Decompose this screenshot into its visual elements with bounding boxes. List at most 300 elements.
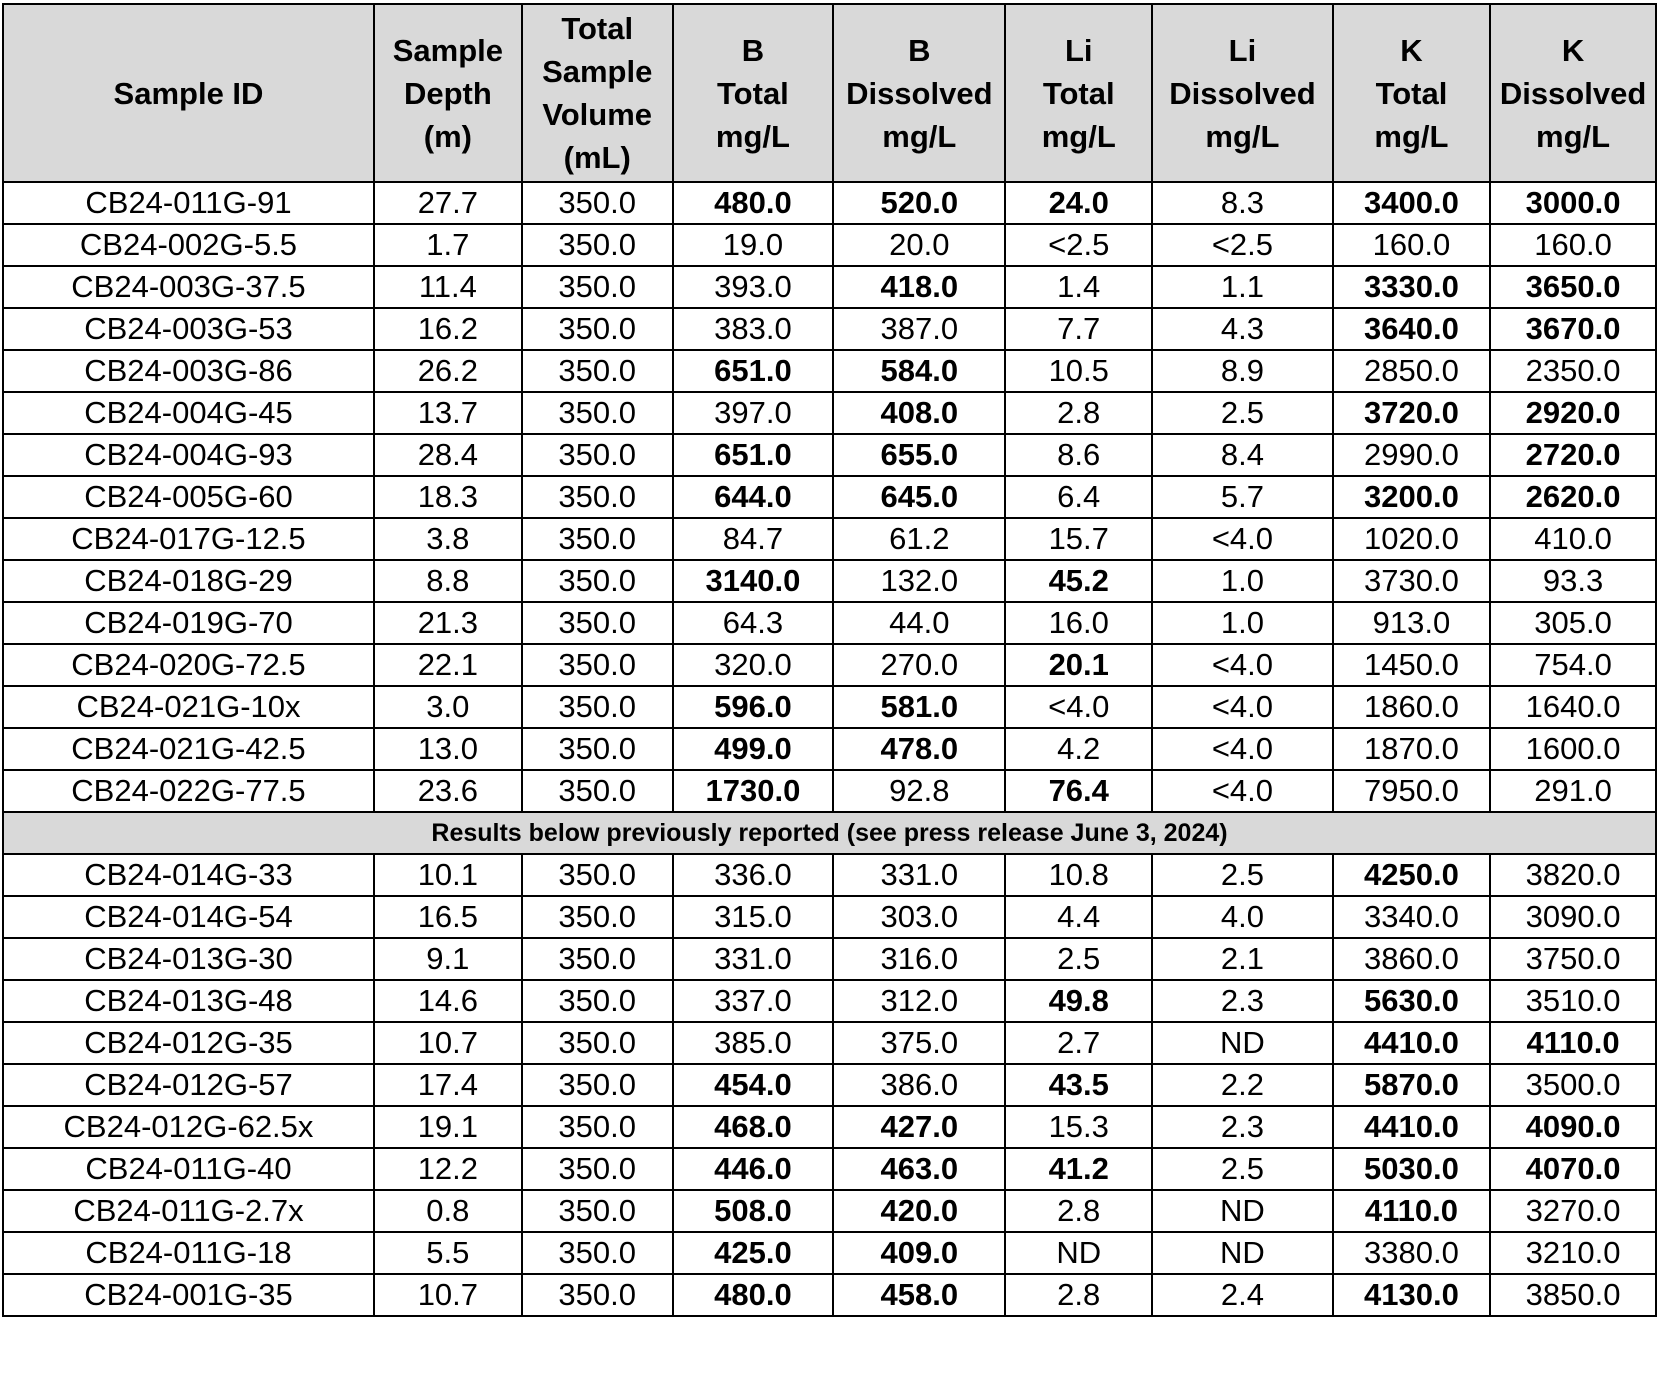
table-cell: 4250.0 (1333, 854, 1490, 896)
table-cell: 655.0 (833, 434, 1005, 476)
table-cell: CB24-020G-72.5 (3, 644, 374, 686)
header-k-dissolved (1490, 4, 1656, 182)
table-cell: 520.0 (833, 182, 1005, 224)
table-cell: 375.0 (833, 1022, 1005, 1064)
table-cell: 410.0 (1490, 518, 1656, 560)
table-cell: 49.8 (1005, 980, 1152, 1022)
table-cell: 480.0 (673, 182, 834, 224)
table-row (3, 434, 1656, 476)
table-cell: 1.1 (1152, 266, 1333, 308)
table-cell: 64.3 (673, 602, 834, 644)
table-cell: CB24-021G-10x (3, 686, 374, 728)
header-sample-id (3, 4, 374, 182)
table-cell: 350.0 (522, 1064, 673, 1106)
table-cell: CB24-021G-42.5 (3, 728, 374, 770)
table-cell: 350.0 (522, 980, 673, 1022)
table-cell: 3730.0 (1333, 560, 1490, 602)
table-cell: 27.7 (374, 182, 522, 224)
table-row (3, 476, 1656, 518)
table-cell: 4090.0 (1490, 1106, 1656, 1148)
table-cell: 21.3 (374, 602, 522, 644)
header-line: K (1561, 32, 1585, 68)
table-cell: CB24-013G-30 (3, 938, 374, 980)
table-cell: 4130.0 (1333, 1274, 1490, 1316)
table-cell: CB24-011G-18 (3, 1232, 374, 1274)
table-cell: 1730.0 (673, 770, 834, 812)
table-cell: 92.8 (833, 770, 1005, 812)
table-row (3, 980, 1656, 1022)
table-cell: CB24-004G-93 (3, 434, 374, 476)
header-line: mg/L (1374, 118, 1449, 154)
header-line: Total (561, 11, 634, 46)
table-cell: 3640.0 (1333, 308, 1490, 350)
table-cell: CB24-011G-40 (3, 1148, 374, 1190)
table-cell: 508.0 (673, 1190, 834, 1232)
table-cell: 331.0 (833, 854, 1005, 896)
table-cell: 132.0 (833, 560, 1005, 602)
table-cell: 644.0 (673, 476, 834, 518)
table-row (3, 1064, 1656, 1106)
table-row (3, 896, 1656, 938)
table-cell: CB24-012G-57 (3, 1064, 374, 1106)
table-cell: 14.6 (374, 980, 522, 1022)
table-cell: 4.4 (1005, 896, 1152, 938)
table-cell: 1.0 (1152, 560, 1333, 602)
table-cell: 4110.0 (1490, 1022, 1656, 1064)
table-cell: 3500.0 (1490, 1064, 1656, 1106)
table-cell: 320.0 (673, 644, 834, 686)
table-cell: CB24-011G-91 (3, 182, 374, 224)
table-cell: 93.3 (1490, 560, 1656, 602)
table-cell: CB24-003G-86 (3, 350, 374, 392)
table-cell: 651.0 (673, 350, 834, 392)
table-cell: 478.0 (833, 728, 1005, 770)
table-cell: 2850.0 (1333, 350, 1490, 392)
table-cell: 2620.0 (1490, 476, 1656, 518)
table-cell: 4.0 (1152, 896, 1333, 938)
header-b-dissolved (833, 4, 1005, 182)
table-cell: 61.2 (833, 518, 1005, 560)
table-cell: 350.0 (522, 266, 673, 308)
table-cell: CB24-022G-77.5 (3, 770, 374, 812)
table-cell: 350.0 (522, 350, 673, 392)
table-cell: 10.7 (374, 1022, 522, 1064)
table-cell: 2.3 (1152, 1106, 1333, 1148)
table-cell: 26.2 (374, 350, 522, 392)
header-total-sample-volume (522, 4, 673, 182)
table-row (3, 1148, 1656, 1190)
table-cell: 1020.0 (1333, 518, 1490, 560)
table-cell: 160.0 (1490, 224, 1656, 266)
table-cell: 581.0 (833, 686, 1005, 728)
header-line: mg/L (1041, 118, 1116, 154)
table-cell: 2.5 (1152, 392, 1333, 434)
table-cell: 3330.0 (1333, 266, 1490, 308)
table-cell: 19.0 (673, 224, 834, 266)
table-cell: 387.0 (833, 308, 1005, 350)
table-cell: CB24-012G-35 (3, 1022, 374, 1064)
table-cell: CB24-005G-60 (3, 476, 374, 518)
table-row (3, 224, 1656, 266)
header-line: Sample (392, 32, 503, 68)
table-cell: 651.0 (673, 434, 834, 476)
table-row (3, 1106, 1656, 1148)
table-cell: 397.0 (673, 392, 834, 434)
table-cell: 350.0 (522, 1148, 673, 1190)
table-cell: 350.0 (522, 1022, 673, 1064)
table-cell: 312.0 (833, 980, 1005, 1022)
table-cell: 1870.0 (1333, 728, 1490, 770)
table-cell: 463.0 (833, 1148, 1005, 1190)
table-cell: 4110.0 (1333, 1190, 1490, 1232)
table-cell: 350.0 (522, 392, 673, 434)
table-cell: 350.0 (522, 434, 673, 476)
table-cell: 418.0 (833, 266, 1005, 308)
table-cell: 3400.0 (1333, 182, 1490, 224)
table-cell: 2.7 (1005, 1022, 1152, 1064)
table-cell: 24.0 (1005, 182, 1152, 224)
table-row (3, 182, 1656, 224)
table-cell: 3.8 (374, 518, 522, 560)
table-cell: 350.0 (522, 1274, 673, 1316)
header-line: mg/L (715, 118, 790, 154)
table-cell: 160.0 (1333, 224, 1490, 266)
header-line: mg/L (1536, 118, 1611, 154)
table-cell: 16.0 (1005, 602, 1152, 644)
table-cell: 4410.0 (1333, 1106, 1490, 1148)
header-li-total (1005, 4, 1152, 182)
table-cell: 3860.0 (1333, 938, 1490, 980)
table-cell: 15.7 (1005, 518, 1152, 560)
table-cell: <4.0 (1152, 518, 1333, 560)
table-cell: 8.6 (1005, 434, 1152, 476)
table-cell: 305.0 (1490, 602, 1656, 644)
table-cell: 15.3 (1005, 1106, 1152, 1148)
table-cell: 3340.0 (1333, 896, 1490, 938)
table-cell: <4.0 (1005, 686, 1152, 728)
table-cell: 3.0 (374, 686, 522, 728)
table-cell: 3650.0 (1490, 266, 1656, 308)
table-cell: CB24-013G-48 (3, 980, 374, 1022)
table-cell: 3090.0 (1490, 896, 1656, 938)
table-cell: 350.0 (522, 644, 673, 686)
table-cell: 596.0 (673, 686, 834, 728)
header-b-total (673, 4, 834, 182)
table-cell: 11.4 (374, 266, 522, 308)
table-cell: 336.0 (673, 854, 834, 896)
table-cell: 4070.0 (1490, 1148, 1656, 1190)
table-row (3, 686, 1656, 728)
header-k-total (1333, 4, 1490, 182)
table-cell: 2.3 (1152, 980, 1333, 1022)
table-cell: 350.0 (522, 182, 673, 224)
table-cell: 350.0 (522, 308, 673, 350)
table-cell: 1640.0 (1490, 686, 1656, 728)
table-cell: 17.4 (374, 1064, 522, 1106)
table-row (3, 938, 1656, 980)
table-cell: 3750.0 (1490, 938, 1656, 980)
table-cell: 3210.0 (1490, 1232, 1656, 1274)
table-row (3, 560, 1656, 602)
table-cell: CB24-012G-62.5x (3, 1106, 374, 1148)
table-cell: 2.8 (1005, 392, 1152, 434)
table-cell: 3510.0 (1490, 980, 1656, 1022)
table-cell: 350.0 (522, 770, 673, 812)
table-cell: 425.0 (673, 1232, 834, 1274)
table-cell: 420.0 (833, 1190, 1005, 1232)
table-cell: 409.0 (833, 1232, 1005, 1274)
table-cell: 13.0 (374, 728, 522, 770)
table-cell: 1.4 (1005, 266, 1152, 308)
table-cell: 3850.0 (1490, 1274, 1656, 1316)
table-row (3, 1274, 1656, 1316)
table-cell: CB24-002G-5.5 (3, 224, 374, 266)
table-cell: 393.0 (673, 266, 834, 308)
table-cell: 350.0 (522, 518, 673, 560)
table-cell: 645.0 (833, 476, 1005, 518)
table-cell: 76.4 (1005, 770, 1152, 812)
table-cell: 2350.0 (1490, 350, 1656, 392)
table-cell: 3200.0 (1333, 476, 1490, 518)
table-row (3, 308, 1656, 350)
table-cell: CB24-003G-37.5 (3, 266, 374, 308)
table-cell: 2.5 (1152, 854, 1333, 896)
table-cell: <2.5 (1152, 224, 1333, 266)
table-cell: 9.1 (374, 938, 522, 980)
header-line: (mL) (563, 140, 631, 175)
table-cell: 383.0 (673, 308, 834, 350)
table-cell: 13.7 (374, 392, 522, 434)
table-cell: CB24-018G-29 (3, 560, 374, 602)
table-cell: 6.4 (1005, 476, 1152, 518)
table-cell: 4.2 (1005, 728, 1152, 770)
table-cell: 5630.0 (1333, 980, 1490, 1022)
table-cell: 0.8 (374, 1190, 522, 1232)
table-cell: 584.0 (833, 350, 1005, 392)
table-cell: 3140.0 (673, 560, 834, 602)
table-row (3, 728, 1656, 770)
table-cell: 350.0 (522, 938, 673, 980)
table-cell: 331.0 (673, 938, 834, 980)
table-cell: 458.0 (833, 1274, 1005, 1316)
table-cell: 1.7 (374, 224, 522, 266)
table-row (3, 770, 1656, 812)
header-line: B (908, 32, 931, 68)
header-line: Sample (542, 54, 653, 89)
table-cell: 2.4 (1152, 1274, 1333, 1316)
table-cell: 3000.0 (1490, 182, 1656, 224)
header-row (3, 4, 1656, 182)
table-cell: 350.0 (522, 1190, 673, 1232)
table-cell: 5030.0 (1333, 1148, 1490, 1190)
table-cell: 315.0 (673, 896, 834, 938)
table-cell: 4410.0 (1333, 1022, 1490, 1064)
header-line: Total (1375, 75, 1448, 111)
table-row (3, 1022, 1656, 1064)
table-cell: 44.0 (833, 602, 1005, 644)
table-cell: <4.0 (1152, 770, 1333, 812)
table-cell: CB24-019G-70 (3, 602, 374, 644)
table-cell: 16.2 (374, 308, 522, 350)
table-cell: 10.8 (1005, 854, 1152, 896)
header-line: K (1400, 32, 1423, 68)
table-cell: 20.0 (833, 224, 1005, 266)
previously-reported-note: Results below previously reported (see press release June 3, 2024) (3, 812, 1656, 854)
table-row (3, 1190, 1656, 1232)
table-cell: 385.0 (673, 1022, 834, 1064)
header-line: B (741, 32, 765, 68)
table-cell: 45.2 (1005, 560, 1152, 602)
header-line: (m) (423, 118, 472, 154)
header-line: Dissolved (846, 75, 993, 111)
table-body (3, 182, 1656, 1316)
table-cell: 16.5 (374, 896, 522, 938)
table-cell: 337.0 (673, 980, 834, 1022)
table-cell: 2920.0 (1490, 392, 1656, 434)
table-cell: 427.0 (833, 1106, 1005, 1148)
table-row (3, 854, 1656, 896)
table-cell: 316.0 (833, 938, 1005, 980)
table-cell: 23.6 (374, 770, 522, 812)
table-cell: 1600.0 (1490, 728, 1656, 770)
table-cell: <2.5 (1005, 224, 1152, 266)
table-cell: 350.0 (522, 854, 673, 896)
table-cell: ND (1152, 1022, 1333, 1064)
table-cell: CB24-001G-35 (3, 1274, 374, 1316)
table-cell: 3670.0 (1490, 308, 1656, 350)
table-cell: 5.7 (1152, 476, 1333, 518)
table-cell: 12.2 (374, 1148, 522, 1190)
table-cell: 350.0 (522, 896, 673, 938)
table-cell: CB24-003G-53 (3, 308, 374, 350)
table-cell: 41.2 (1005, 1148, 1152, 1190)
table-cell: CB24-004G-45 (3, 392, 374, 434)
table-row (3, 644, 1656, 686)
table-cell: 8.4 (1152, 434, 1333, 476)
table-row (3, 350, 1656, 392)
header-line: mg/L (1205, 118, 1280, 154)
table-cell: 350.0 (522, 1232, 673, 1274)
table-cell: ND (1152, 1232, 1333, 1274)
header-line: Li (1064, 32, 1093, 68)
header-line: Sample ID (113, 75, 264, 111)
table-cell: 8.8 (374, 560, 522, 602)
table-cell: 8.9 (1152, 350, 1333, 392)
table-cell: <4.0 (1152, 686, 1333, 728)
table-row (3, 392, 1656, 434)
table-cell: 350.0 (522, 686, 673, 728)
table-cell: 7.7 (1005, 308, 1152, 350)
table-cell: 468.0 (673, 1106, 834, 1148)
table-cell: 2.8 (1005, 1274, 1152, 1316)
table-cell: 2.5 (1005, 938, 1152, 980)
table-cell: ND (1005, 1232, 1152, 1274)
table-cell: 22.1 (374, 644, 522, 686)
table-cell: 446.0 (673, 1148, 834, 1190)
table-cell: 8.3 (1152, 182, 1333, 224)
table-cell: 386.0 (833, 1064, 1005, 1106)
table-cell: 350.0 (522, 602, 673, 644)
table-cell: CB24-017G-12.5 (3, 518, 374, 560)
table-cell: 454.0 (673, 1064, 834, 1106)
table-cell: 2720.0 (1490, 434, 1656, 476)
table-cell: 43.5 (1005, 1064, 1152, 1106)
table-cell: 7950.0 (1333, 770, 1490, 812)
header-line: mg/L (882, 118, 957, 154)
table-cell: <4.0 (1152, 728, 1333, 770)
table-cell: 28.4 (374, 434, 522, 476)
table-cell: 480.0 (673, 1274, 834, 1316)
table-cell: CB24-014G-33 (3, 854, 374, 896)
table-cell: 303.0 (833, 896, 1005, 938)
table-cell: 3270.0 (1490, 1190, 1656, 1232)
table-cell: 2.5 (1152, 1148, 1333, 1190)
table-row (3, 266, 1656, 308)
table-cell: 350.0 (522, 476, 673, 518)
table-cell: 1450.0 (1333, 644, 1490, 686)
table-cell: 19.1 (374, 1106, 522, 1148)
table-cell: CB24-011G-2.7x (3, 1190, 374, 1232)
table-cell: 499.0 (673, 728, 834, 770)
table-cell: 270.0 (833, 644, 1005, 686)
header-line: Li (1228, 32, 1257, 68)
table-cell: 350.0 (522, 1106, 673, 1148)
table-cell: 3380.0 (1333, 1232, 1490, 1274)
table-row (3, 1232, 1656, 1274)
table-cell: 10.5 (1005, 350, 1152, 392)
header-line: Total (717, 75, 789, 111)
table-cell: 4.3 (1152, 308, 1333, 350)
previously-reported-separator-row (3, 812, 1656, 854)
table-cell: 2.2 (1152, 1064, 1333, 1106)
table-cell: ND (1152, 1190, 1333, 1232)
table-cell: 2990.0 (1333, 434, 1490, 476)
table-cell: 754.0 (1490, 644, 1656, 686)
assay-results-table (2, 3, 1657, 1317)
table-cell: 1.0 (1152, 602, 1333, 644)
table-cell: 350.0 (522, 224, 673, 266)
table-cell: 1860.0 (1333, 686, 1490, 728)
header-sample-depth (374, 4, 522, 182)
table-cell: 3820.0 (1490, 854, 1656, 896)
table-cell: 84.7 (673, 518, 834, 560)
table-cell: 10.7 (374, 1274, 522, 1316)
header-li-dissolved (1152, 4, 1333, 182)
table-row (3, 518, 1656, 560)
table-cell: 5870.0 (1333, 1064, 1490, 1106)
header-line: Depth (403, 75, 492, 111)
table-cell: 913.0 (1333, 602, 1490, 644)
table-cell: 408.0 (833, 392, 1005, 434)
table-cell: 10.1 (374, 854, 522, 896)
header-line: Volume (542, 97, 653, 132)
table-cell: 2.8 (1005, 1190, 1152, 1232)
table-cell: 20.1 (1005, 644, 1152, 686)
header-line: Total (1042, 75, 1115, 111)
table-cell: 2.1 (1152, 938, 1333, 980)
table-cell: 291.0 (1490, 770, 1656, 812)
table-cell: 350.0 (522, 560, 673, 602)
table-cell: 350.0 (522, 728, 673, 770)
header-line: Dissolved (1499, 75, 1647, 111)
table-cell: <4.0 (1152, 644, 1333, 686)
table-cell: 18.3 (374, 476, 522, 518)
table-cell: CB24-014G-54 (3, 896, 374, 938)
table-cell: 3720.0 (1333, 392, 1490, 434)
header-line: Dissolved (1169, 75, 1316, 111)
table-cell: 5.5 (374, 1232, 522, 1274)
table-row (3, 602, 1656, 644)
